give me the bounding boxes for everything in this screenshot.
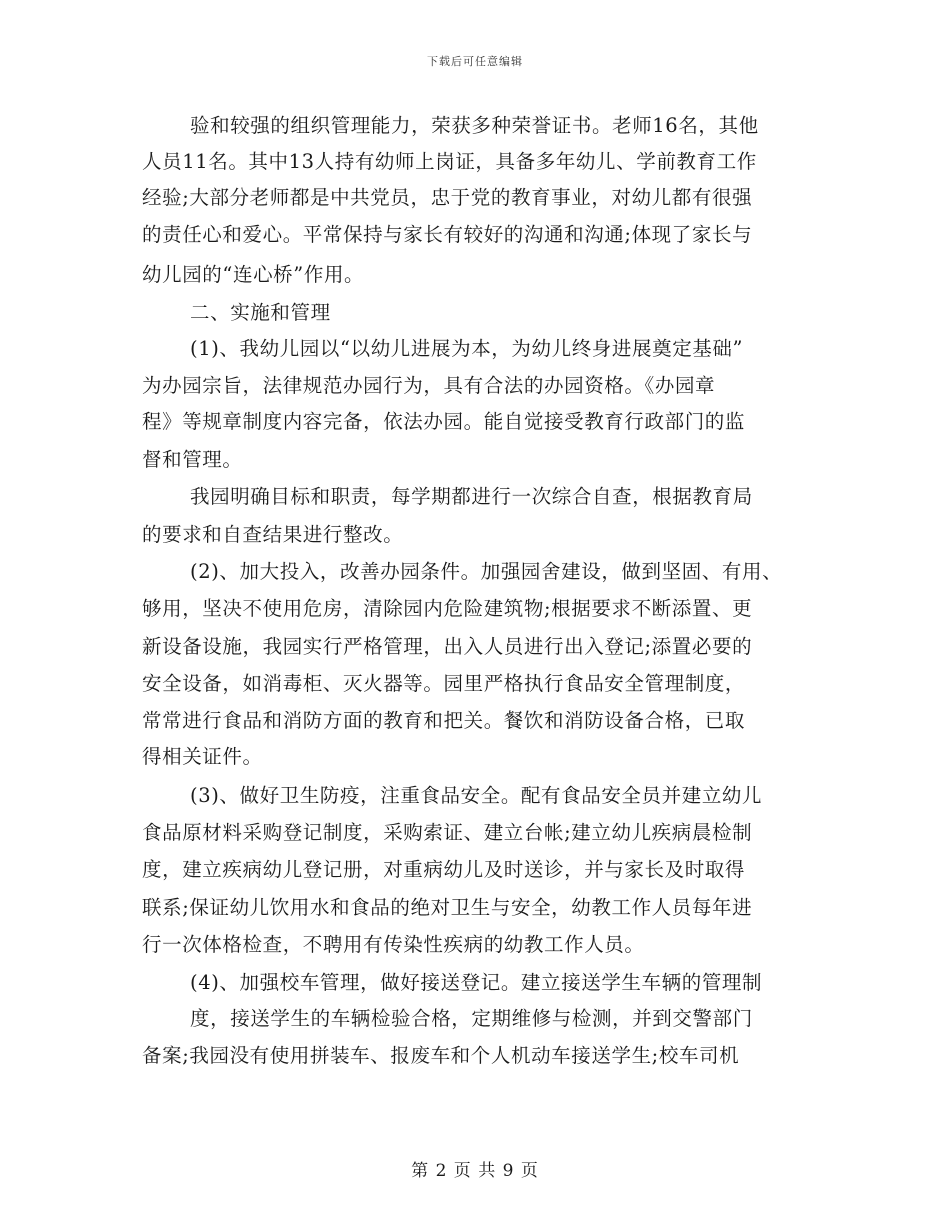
body-line: 程》等规章制度内容完备，依法办园。能自觉接受教育行政部门的监 — [142, 410, 746, 433]
page-footer: 第 2 页 共 9 页 — [411, 1161, 539, 1181]
body-line: 行一次体格检查，不聘用有传染性疾病的幼教工作人员。 — [142, 933, 645, 956]
body-line: (3)、做好卫生防疫，注重食品安全。配有食品安全员并建立幼儿 — [190, 784, 763, 807]
body-line: 人员11名。其中13人持有幼师上岗证，具备多年幼儿、学前教育工作 — [142, 150, 757, 173]
body-line: (4)、加强校车管理，做好接送登记。建立接送学生车辆的管理制 — [190, 971, 763, 994]
body-line: 的责任心和爱心。平常保持与家长有较好的沟通和沟通;体现了家长与 — [142, 223, 753, 246]
body-line: 度，建立疾病幼儿登记册，对重病幼儿及时送诊，并与家长及时取得 — [142, 858, 746, 881]
body-line: 经验;大部分老师都是中共党员，忠于党的教育事业，对幼儿都有很强 — [142, 186, 753, 209]
body-line: (2)、加大投入，改善办园条件。加强园舍建设，做到坚固、有用、 — [190, 560, 783, 583]
body-line: (1)、我幼儿园以“以幼儿进展为本，为幼儿终身进展奠定基础” — [190, 337, 744, 360]
section-heading: 二、实施和管理 — [190, 301, 331, 324]
body-line: 新设备设施，我园实行严格管理，出入人员进行出入登记;添置必要的 — [142, 635, 753, 658]
body-line: 食品原材料采购登记制度，采购索证、建立台帐;建立幼儿疾病晨检制 — [142, 821, 753, 844]
body-line: 联系;保证幼儿饮用水和食品的绝对卫生与安全，幼教工作人员每年进 — [142, 896, 753, 919]
page-header: 下载后可任意编辑 — [427, 55, 523, 68]
body-line: 够用，坚决不使用危房，清除园内危险建筑物;根据要求不断添置、更 — [142, 597, 753, 620]
body-line: 得相关证件。 — [142, 745, 263, 768]
body-line: 为办园宗旨，法律规范办园行为，具有合法的办园资格。《办园章 — [142, 374, 716, 397]
body-line: 验和较强的组织管理能力，荣获多种荣誉证书。老师16名，其他 — [190, 114, 759, 137]
body-line: 备案;我园没有使用拼装车、报废车和个人机动车接送学生;校车司机 — [142, 1044, 740, 1067]
body-line: 安全设备，如消毒柜、灭火器等。园里严格执行食品安全管理制度， — [142, 672, 746, 695]
body-line: 常常进行食品和消防方面的教育和把关。餐饮和消防设备合格，已取 — [142, 709, 746, 732]
body-line: 督和管理。 — [142, 448, 243, 471]
body-line: 幼儿园的“连心桥”作用。 — [142, 263, 365, 286]
body-line: 我园明确目标和职责，每学期都进行一次综合自查，根据教育局 — [190, 485, 753, 508]
body-line: 的要求和自查结果进行整改。 — [142, 523, 404, 546]
body-line: 度，接送学生的车辆检验合格，定期维修与检测，并到交警部门 — [190, 1007, 753, 1030]
